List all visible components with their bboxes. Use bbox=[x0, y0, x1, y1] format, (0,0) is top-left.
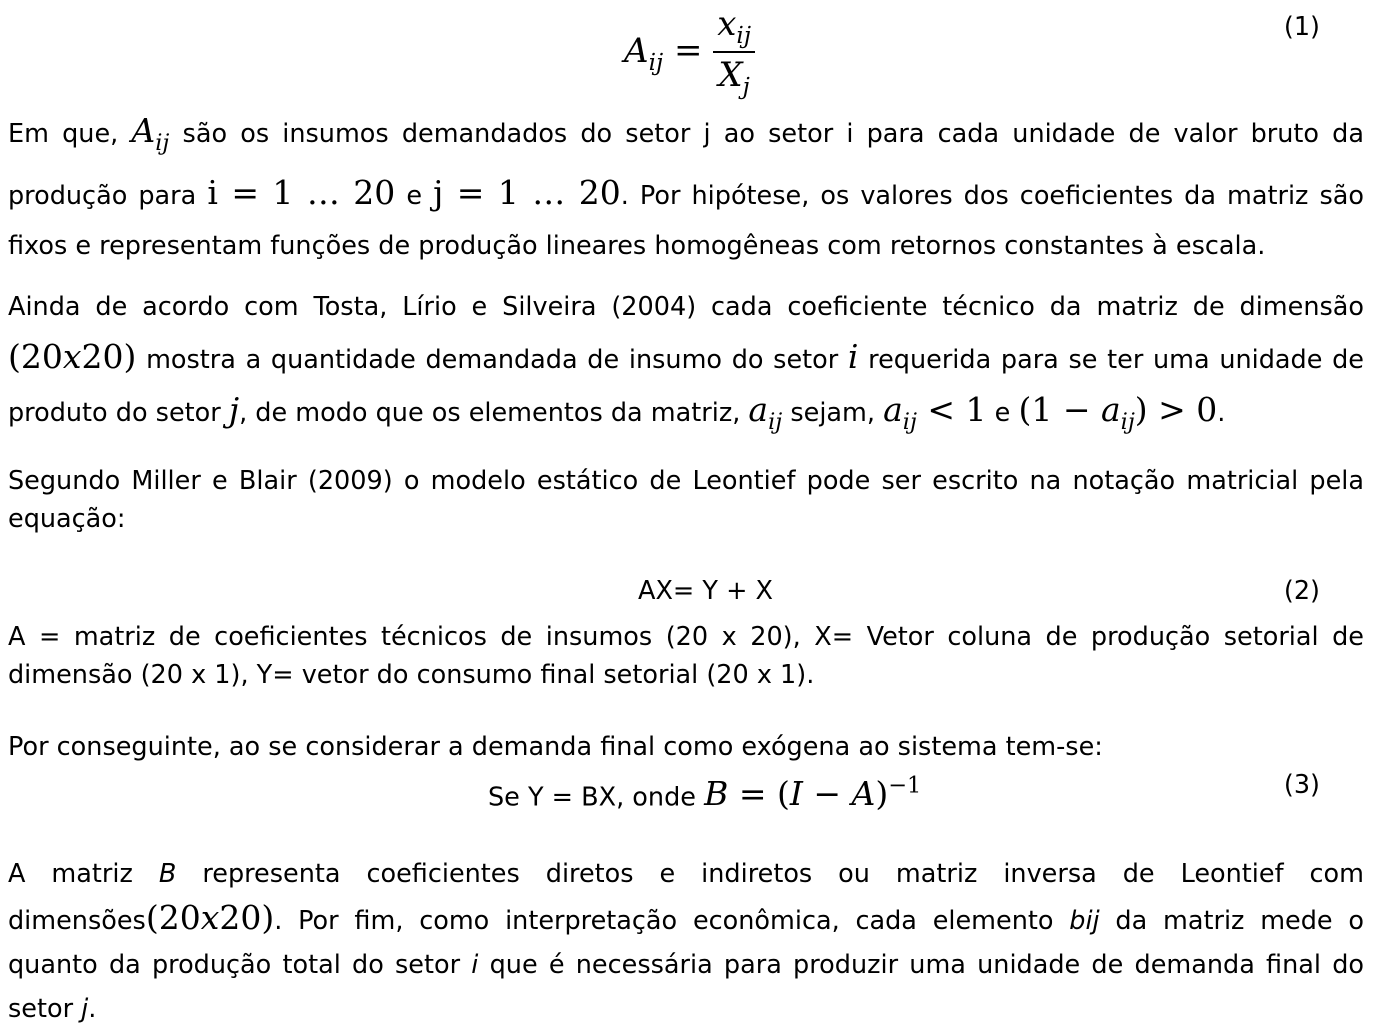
eq2-number: (2) bbox=[1283, 576, 1320, 606]
math-B-inverse: $B = (I - A)^{-1}$ bbox=[704, 773, 922, 814]
paragraph-3: Segundo Miller e Blair (2009) o modelo estático de Leontief pode ser escrito na notação matricial pela equação: bbox=[8, 466, 1364, 534]
equation-3: Se Y = BX, onde $B = (I - A)^{-1}$ bbox=[488, 773, 922, 814]
math-1-minus-aij: $(1 - a_{ij}) > 0$ bbox=[1018, 390, 1218, 435]
paragraph-5: Por conseguinte, ao se considerar a demanda final como exógena ao sistema tem-se: bbox=[8, 732, 1103, 762]
paragraph-2: Ainda de acordo com Tosta, Lírio e Silveira (2004) cada coeficiente técnico da matriz de dimensão (20x20) mostra a quantidade demandada de insumo do setor i requerida para se ter uma unidade de produto do setor j, de modo que os elementos da matriz, $a_{ij}$ sejam, $a_{ij} < 1$ e $(1 - a_{ij}) > 0$. bbox=[8, 292, 1364, 435]
paragraph-4: A = matriz de coeficientes técnicos de insumos (20 x 20), X= Vetor coluna de produção setorial de dimensão (20 x 1), Y= vetor do consumo final setorial (20 x 1). bbox=[8, 622, 1364, 690]
eq3-number: (3) bbox=[1283, 770, 1320, 800]
paragraph-6: A matriz B representa coeficientes diretos e indiretos ou matriz inversa de Leontief com dimensões(20x20). Por fim, como interpretação econômica, cada elemento bij da matriz mede o quanto da produção total do setor i que é necessária para produzir uma unidade de demanda final do setor j. bbox=[8, 859, 1364, 1024]
eq1-denominator: $X_j$ bbox=[718, 55, 750, 101]
math-aij-lt-1: $a_{ij} < 1$ bbox=[883, 390, 987, 435]
eq1-equals: = bbox=[673, 30, 714, 71]
math-aij: $a_{ij}$ bbox=[748, 390, 783, 435]
math-i: i bbox=[847, 337, 859, 376]
math-i-range: i = 1 … 20 bbox=[207, 172, 396, 212]
math-20x20: (20x20) bbox=[8, 337, 137, 376]
eq1-number: (1) bbox=[1283, 12, 1320, 42]
eq1-lhs: $A_{ij}$ bbox=[624, 30, 664, 76]
math-j: j bbox=[228, 390, 240, 429]
math-Aij: $A_{ij}$ bbox=[131, 111, 170, 156]
equation-1 bbox=[624, 4, 755, 100]
math-20x20-b: (20x20) bbox=[145, 898, 275, 937]
paragraph-1: Em que, $A_{ij}$ são os insumos demandados do setor j ao setor i para cada unidade de valor bruto da produção para i = 1 … 20 e j = 1 … 20. Por hipótese, os valores dos coeficientes da matriz são fixos e representam funções de produção lineares homogêneas com retornos constantes à escala. bbox=[8, 111, 1365, 261]
eq1-numerator: $x_{ij}$ bbox=[713, 4, 755, 53]
eq1-fraction bbox=[713, 4, 755, 100]
math-j-range: j = 1 … 20 bbox=[433, 172, 621, 212]
equation-2: AX= Y + X bbox=[638, 576, 774, 606]
